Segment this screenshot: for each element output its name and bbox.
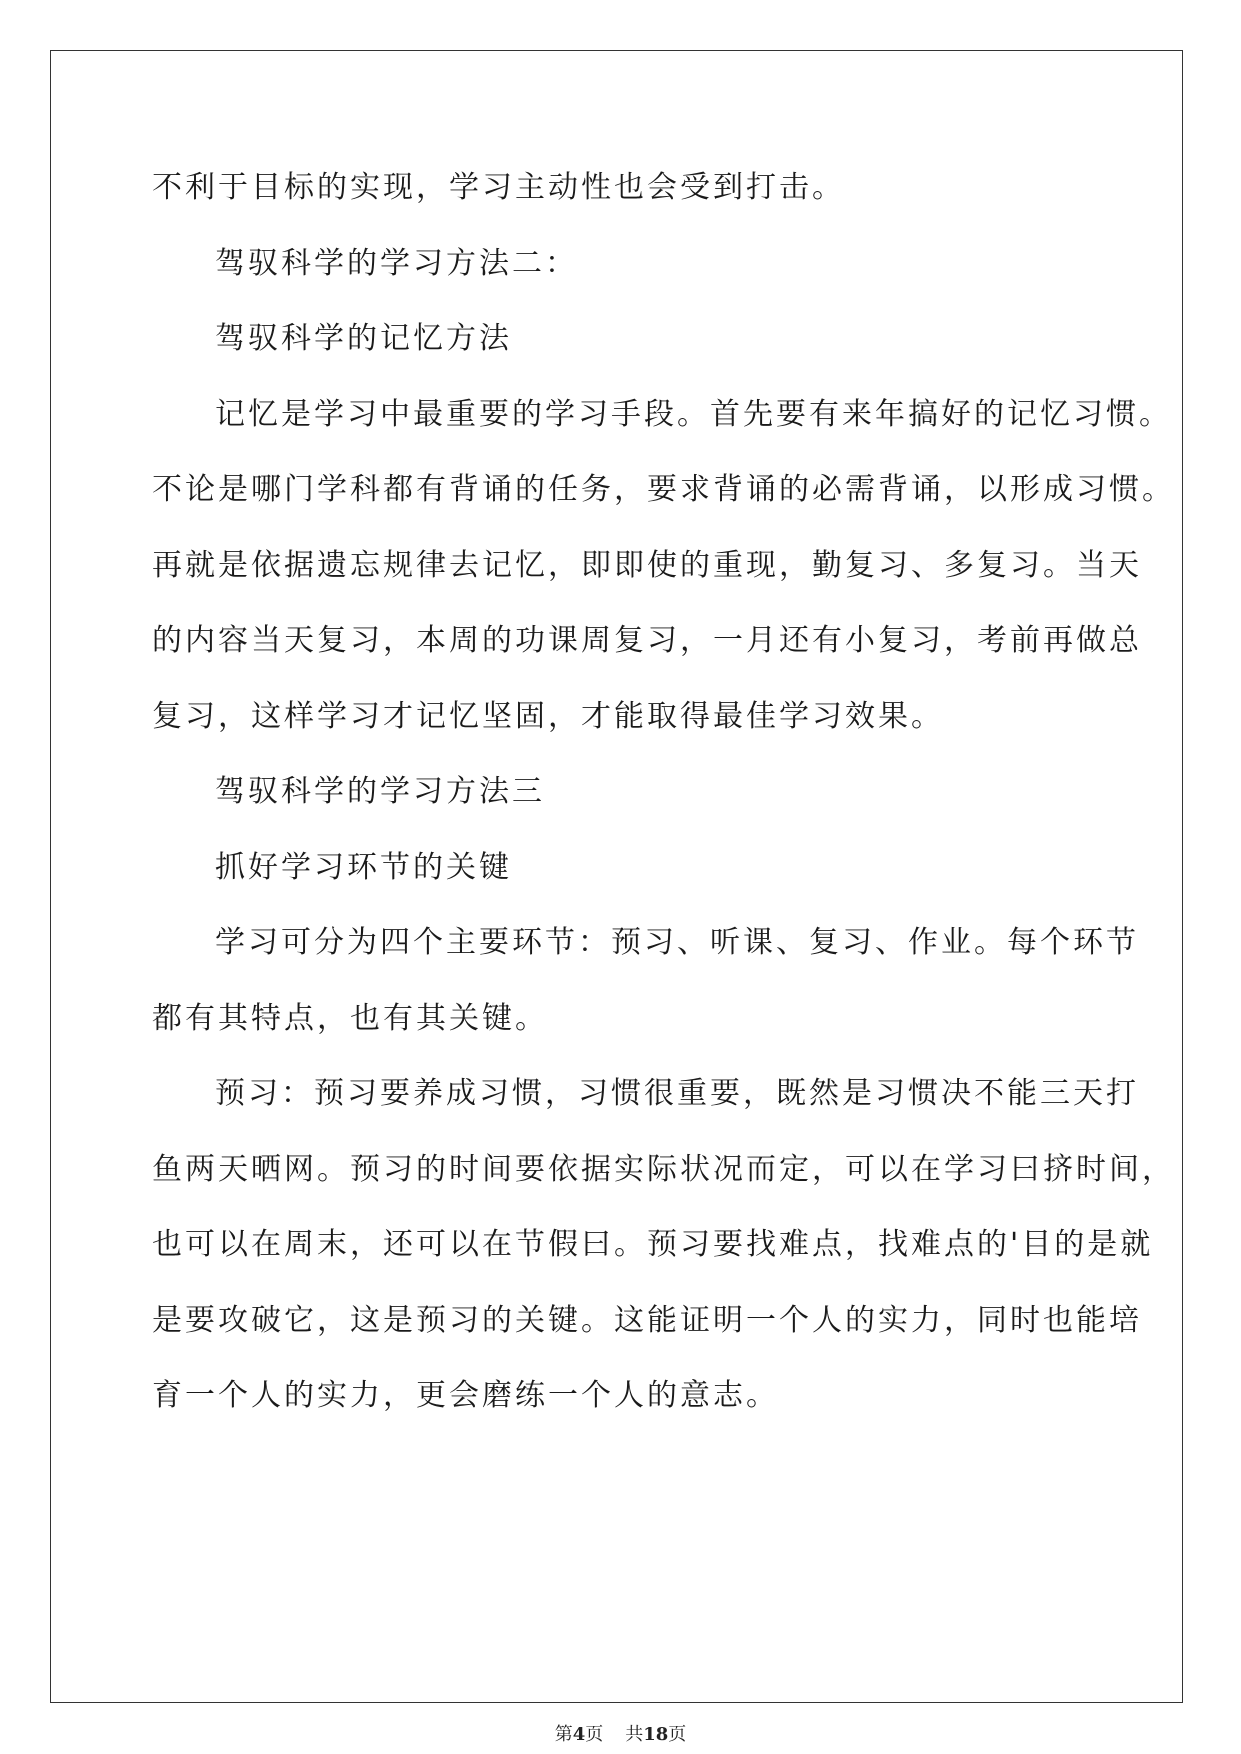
text-line: 也可以在周末，还可以在节假曰。预习要找难点，找难点的'目的是就 [152,1227,1154,1262]
section-subheading: 抓好学习环节的关键 [215,850,512,885]
text-line: 是要攻破它，这是预习的关键。这能证明一个人的实力，同时也能培 [152,1303,1142,1338]
text-line: 记忆是学习中最重要的学习手段。首先要有来年搞好的记忆习惯。 [215,397,1172,432]
text-line: 育一个人的实力，更会磨练一个人的意志。 [152,1378,779,1413]
page-label-prefix: 第 [554,1724,573,1745]
total-label-prefix: 共 [625,1724,644,1745]
text-line: 预习：预习要养成习惯，习惯很重要，既然是习惯决不能三天打 [215,1076,1139,1111]
page-footer [0,1720,1241,1746]
text-line: 学习可分为四个主要环节：预习、听课、复习、作业。每个环节 [215,925,1139,960]
text-line: 复习，这样学习才记忆坚固，才能取得最佳学习效果。 [152,699,944,734]
text-line: 都有其特点，也有其关键。 [152,1001,548,1036]
text-line: 的内容当天复习，本周的功课周复习，一月还有小复习，考前再做总 [152,623,1142,658]
total-pages: 18 [643,1724,669,1745]
text-line: 鱼两天晒网。预习的时间要依据实际状况而定，可以在学习曰挤时间， [152,1152,1175,1187]
text-line: 不利于目标的实现，学习主动性也会受到打击。 [152,170,845,205]
section-subheading: 驾驭科学的记忆方法 [215,321,512,356]
section-heading: 驾驭科学的学习方法二： [215,246,578,281]
total-label-suffix: 页 [668,1724,687,1745]
page-number: 4 [572,1724,586,1745]
text-line: 再就是依据遗忘规律去记忆，即即使的重现，勤复习、多复习。当天 [152,548,1142,583]
page-label-suffix: 页 [585,1724,604,1745]
text-line: 不论是哪门学科都有背诵的任务，要求背诵的必需背诵，以形成习惯。 [152,472,1175,507]
section-heading: 驾驭科学的学习方法三 [215,774,545,809]
